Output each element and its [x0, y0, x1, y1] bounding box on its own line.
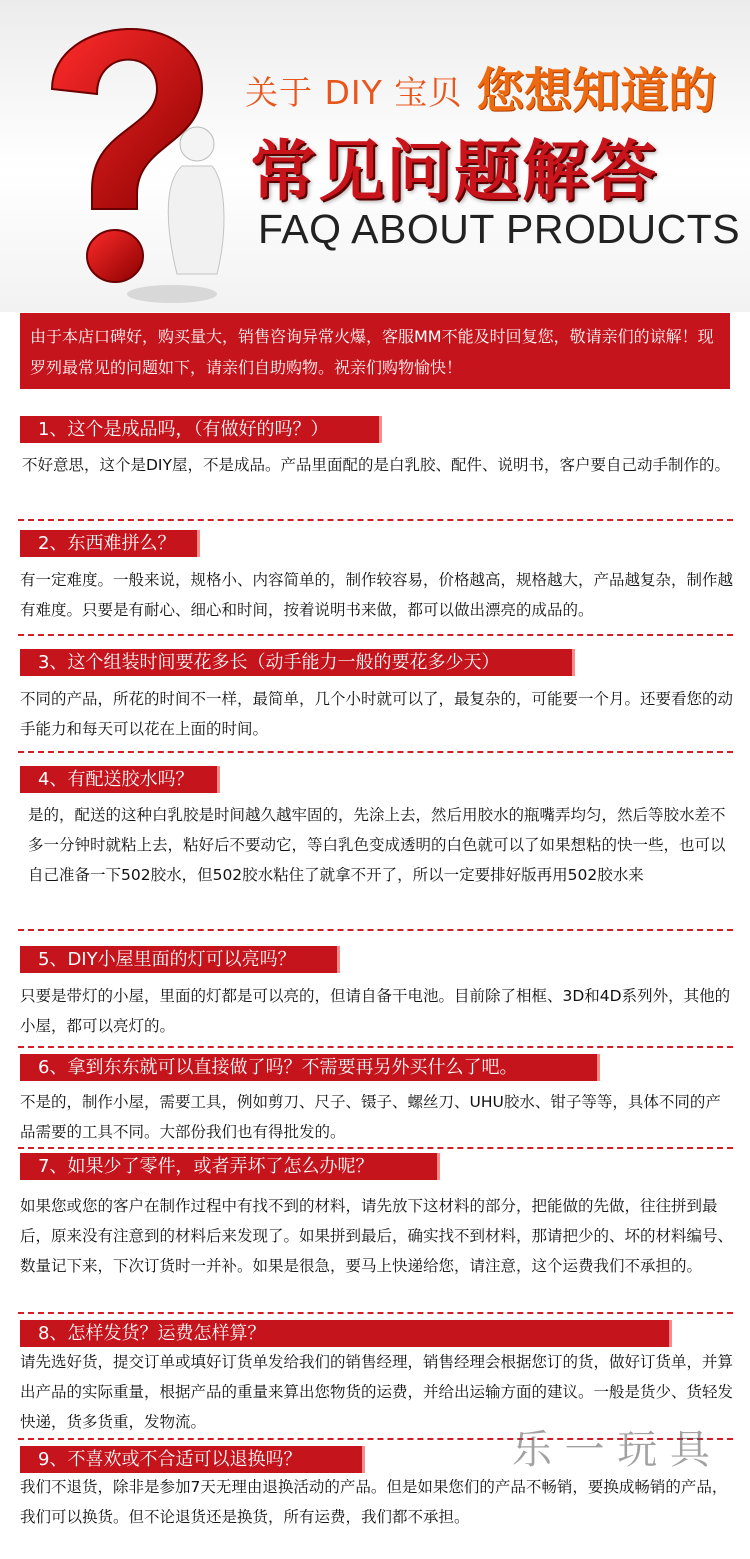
faq-answer-9: 我们不退货，除非是参加7天无理由退换活动的产品。但是如果您们的产品不畅销，要换成畅销的产品，我们可以换货。但不论退货还是换货，所有运费，我们都不承担。 — [20, 1478, 728, 1526]
faq-question-2: 2、东西难拼么？ — [20, 530, 200, 557]
intro-notice: 由于本店口碑好，购买量大，销售咨询异常火爆，客服MM不能及时回复您，敬请亲们的谅解！现罗列最常见的问题如下，请亲们自助购物。祝亲们购物愉快！ — [20, 313, 730, 389]
faq-answer-6: 不是的，制作小屋，需要工具，例如剪刀、尺子、镊子、螺丝刀、UHU胶水、钳子等等，具体不同的产品需要的工具不同。大部份我们也有得批发的。 — [20, 1093, 721, 1141]
page-subtitle: FAQ ABOUT PRODUCTS — [258, 206, 741, 252]
divider — [18, 929, 733, 931]
faq-question-7: 7、如果少了零件，或者弄坏了怎么办呢？ — [20, 1153, 440, 1180]
faq-answer-4: 是的，配送的这种白乳胶是时间越久越牢固的，先涂上去，然后用胶水的瓶嘴弄均匀，然后等胶水差不多一分钟时就粘上去，粘好后不要动它，等白乳色变成透明的白色就可以了如果想粘的快一些，也可以自己准备一下502胶水，但502胶水粘住了就拿不开了，所以一定要排好版再用502胶水来 — [28, 806, 726, 884]
faq-answer-7: 如果您或您的客户在制作过程中有找不到的材料，请先放下这材料的部分，把能做的先做，往往拼到最后，原来没有注意到的材料后来发现了。如果拼到最后，确实找不到材料，那请把少的、坏的材料编号、数量记下来，下次订货时一并补。如果是很急，要马上快递给您，请注意，这个运费我们不承担的。 — [20, 1197, 734, 1275]
header-line-1 — [245, 52, 716, 121]
faq-question-6: 6、拿到东东就可以直接做了吗？不需要再另外买什么了吧。 — [20, 1054, 600, 1081]
divider — [18, 1046, 733, 1048]
divider — [18, 634, 733, 636]
question-mark-figure-icon — [12, 0, 232, 312]
divider — [18, 1312, 733, 1314]
faq-answer-5: 只要是带灯的小屋，里面的灯都是可以亮的，但请自备干电池。目前除了相框、3D和4D系列外，其他的小屋，都可以亮灯的。 — [20, 987, 731, 1035]
faq-question-1: 1、这个是成品吗，（有做好的吗？） — [20, 416, 382, 443]
divider — [18, 751, 733, 753]
divider — [18, 1147, 733, 1149]
faq-question-4: 4、有配送胶水吗？ — [20, 766, 220, 793]
faq-answer-8: 请先选好货，提交订单或填好订货单发给我们的销售经理，销售经理会根据您订的货，做好订货单，并算出产品的实际重量，根据产品的重量来算出您物货的运费，并给出运输方面的建议。一般是货少、货轻发快递，货多货重，发物流。 — [20, 1353, 734, 1431]
shop-watermark: 乐 一 玩 具 — [511, 1427, 710, 1473]
want-to-know-text: 您想知道的 — [476, 63, 717, 119]
faq-question-3: 3、这个组装时间要花多长（动手能力一般的要花多少天） — [20, 649, 575, 676]
faq-question-9: 9、不喜欢或不合适可以退换吗？ — [20, 1446, 365, 1473]
divider — [18, 519, 733, 521]
faq-answer-3: 不同的产品，所花的时间不一样，最简单，几个小时就可以了，最复杂的，可能要一个月。还要看您的动手能力和每天可以花在上面的时间。 — [20, 690, 734, 738]
faq-answer-2: 有一定难度。一般来说，规格小、内容简单的，制作较容易，价格越高，规格越大，产品越复杂，制作越有难度。只要是有耐心、细心和时间，按着说明书来做，都可以做出漂亮的成品的。 — [20, 571, 734, 619]
faq-question-5: 5、DIY小屋里面的灯可以亮吗？ — [20, 946, 340, 973]
banner-header — [0, 0, 750, 312]
page-title: 常见问题解答 — [250, 133, 658, 210]
faq-answer-1: 不好意思，这个是DIY屋，不是成品。产品里面配的是白乳胶、配件、说明书，客户要自己动手制作的。 — [22, 456, 730, 474]
faq-question-8: 8、怎样发货？运费怎样算？ — [20, 1320, 672, 1347]
about-diy-text: 关于 DIY 宝贝 — [245, 73, 463, 112]
